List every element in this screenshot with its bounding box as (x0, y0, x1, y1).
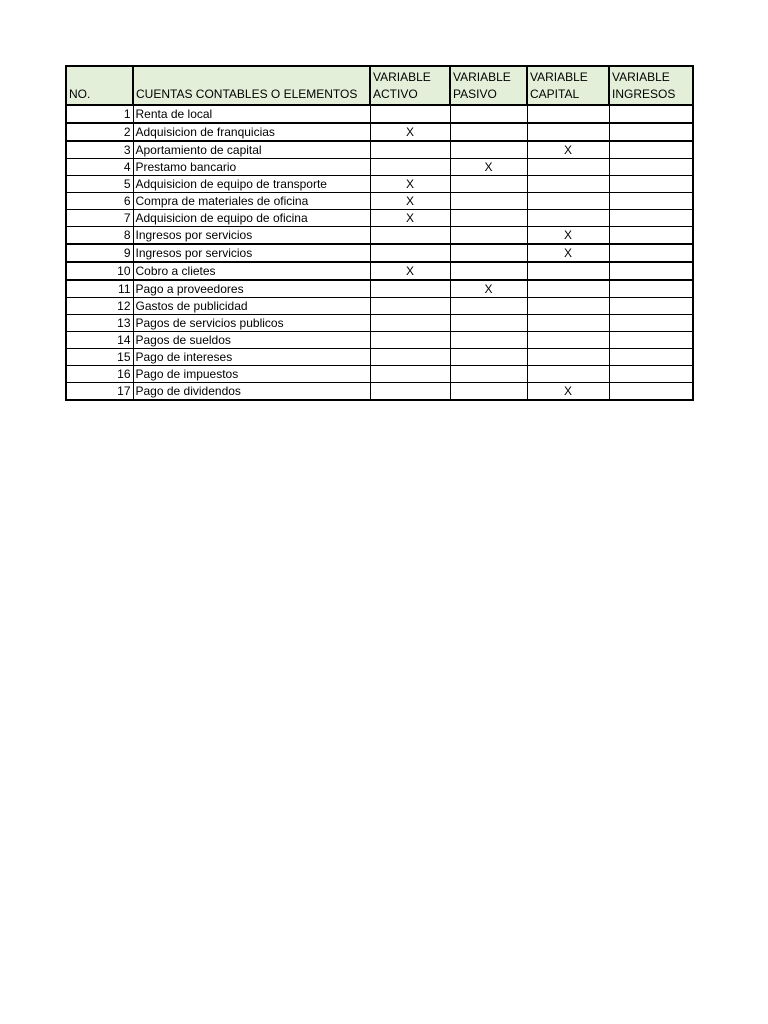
cell-activo[interactable] (370, 244, 450, 262)
cell-capital[interactable]: X (527, 244, 609, 262)
cell-ingresos[interactable] (609, 383, 693, 401)
cell-no[interactable]: 4 (66, 159, 133, 176)
cell-activo[interactable] (370, 280, 450, 298)
table-row (66, 298, 693, 315)
table-row (66, 227, 693, 245)
cell-pasivo[interactable] (450, 366, 527, 383)
cell-ingresos[interactable] (609, 298, 693, 315)
table-row (66, 105, 693, 123)
cell-capital[interactable] (527, 210, 609, 227)
table-row (66, 366, 693, 383)
cell-no[interactable]: 2 (66, 123, 133, 141)
cell-no[interactable]: 8 (66, 227, 133, 245)
table-row (66, 349, 693, 366)
cell-cuenta[interactable]: Adquisicion de equipo de transporte (133, 176, 370, 193)
cell-no[interactable]: 11 (66, 280, 133, 298)
cell-no[interactable]: 17 (66, 383, 133, 401)
cell-no[interactable]: 15 (66, 349, 133, 366)
cell-cuenta[interactable]: Adquisicion de equipo de oficina (133, 210, 370, 227)
table-row (66, 383, 693, 401)
cell-activo[interactable] (370, 349, 450, 366)
cell-cuenta[interactable]: Cobro a clietes (133, 262, 370, 280)
cell-ingresos[interactable] (609, 159, 693, 176)
table-header (66, 66, 693, 105)
cell-cuenta[interactable]: Pago de intereses (133, 349, 370, 366)
cell-pasivo[interactable]: X (450, 159, 527, 176)
cell-pasivo[interactable] (450, 176, 527, 193)
cell-pasivo[interactable] (450, 315, 527, 332)
cell-cuenta[interactable]: Pagos de sueldos (133, 332, 370, 349)
cell-cuenta[interactable]: Pago de impuestos (133, 366, 370, 383)
cell-no[interactable]: 12 (66, 298, 133, 315)
header-no[interactable]: NO. (66, 66, 133, 105)
cell-ingresos[interactable] (609, 332, 693, 349)
cell-ingresos[interactable] (609, 105, 693, 123)
table-row (66, 159, 693, 176)
cell-capital[interactable] (527, 123, 609, 141)
cell-capital[interactable] (527, 176, 609, 193)
cell-pasivo[interactable] (450, 349, 527, 366)
cell-activo[interactable] (370, 298, 450, 315)
table-row (66, 280, 693, 298)
header-pasivo[interactable]: VARIABLE PASIVO (450, 66, 527, 105)
cell-capital[interactable] (527, 366, 609, 383)
cell-no[interactable]: 6 (66, 193, 133, 210)
cell-ingresos[interactable] (609, 244, 693, 262)
cell-activo[interactable]: X (370, 123, 450, 141)
cell-capital[interactable]: X (527, 227, 609, 245)
table-row (66, 332, 693, 349)
cell-cuenta[interactable]: Ingresos por servicios (133, 244, 370, 262)
cell-pasivo[interactable] (450, 141, 527, 159)
cell-ingresos[interactable] (609, 210, 693, 227)
cell-capital[interactable]: X (527, 383, 609, 401)
table-row (66, 315, 693, 332)
cell-no[interactable]: 3 (66, 141, 133, 159)
cell-cuenta[interactable]: Ingresos por servicios (133, 227, 370, 245)
cell-pasivo[interactable] (450, 244, 527, 262)
cell-cuenta[interactable]: Pagos de servicios publicos (133, 315, 370, 332)
cell-ingresos[interactable] (609, 262, 693, 280)
cell-no[interactable]: 16 (66, 366, 133, 383)
table-row (66, 210, 693, 227)
cell-pasivo[interactable] (450, 262, 527, 280)
cell-activo[interactable] (370, 383, 450, 401)
cell-activo[interactable] (370, 332, 450, 349)
cell-cuenta[interactable]: Renta de local (133, 105, 370, 123)
cell-ingresos[interactable] (609, 193, 693, 210)
cell-ingresos[interactable] (609, 280, 693, 298)
cell-activo[interactable]: X (370, 262, 450, 280)
cell-pasivo[interactable] (450, 227, 527, 245)
cell-capital[interactable] (527, 349, 609, 366)
cell-activo[interactable] (370, 141, 450, 159)
cell-ingresos[interactable] (609, 315, 693, 332)
table-row (66, 262, 693, 280)
table-row (66, 176, 693, 193)
cell-no[interactable]: 7 (66, 210, 133, 227)
cell-capital[interactable] (527, 105, 609, 123)
cell-activo[interactable] (370, 315, 450, 332)
header-cuenta[interactable]: CUENTAS CONTABLES O ELEMENTOS (133, 66, 370, 105)
cell-ingresos[interactable] (609, 176, 693, 193)
cell-no[interactable]: 14 (66, 332, 133, 349)
cell-pasivo[interactable] (450, 210, 527, 227)
cell-activo[interactable] (370, 159, 450, 176)
cell-activo[interactable]: X (370, 193, 450, 210)
cell-pasivo[interactable]: X (450, 280, 527, 298)
table-body (66, 105, 693, 400)
table-row (66, 123, 693, 141)
cell-ingresos[interactable] (609, 349, 693, 366)
table-row (66, 141, 693, 159)
cell-capital[interactable] (527, 159, 609, 176)
cell-cuenta[interactable]: Aportamiento de capital (133, 141, 370, 159)
cell-no[interactable]: 10 (66, 262, 133, 280)
cell-pasivo[interactable] (450, 105, 527, 123)
cell-activo[interactable]: X (370, 176, 450, 193)
cell-cuenta[interactable]: Pago a proveedores (133, 280, 370, 298)
cell-ingresos[interactable] (609, 366, 693, 383)
cell-capital[interactable]: X (527, 141, 609, 159)
cell-pasivo[interactable] (450, 332, 527, 349)
cell-pasivo[interactable] (450, 123, 527, 141)
cell-capital[interactable] (527, 262, 609, 280)
cell-cuenta[interactable]: Compra de materiales de oficina (133, 193, 370, 210)
cell-ingresos[interactable] (609, 141, 693, 159)
cell-capital[interactable] (527, 298, 609, 315)
accounts-table (65, 65, 694, 401)
cell-activo[interactable] (370, 105, 450, 123)
header-capital[interactable]: VARIABLE CAPITAL (527, 66, 609, 105)
cell-capital[interactable] (527, 280, 609, 298)
cell-no[interactable]: 1 (66, 105, 133, 123)
cell-ingresos[interactable] (609, 123, 693, 141)
cell-pasivo[interactable] (450, 383, 527, 401)
cell-no[interactable]: 9 (66, 244, 133, 262)
cell-activo[interactable]: X (370, 210, 450, 227)
cell-cuenta[interactable]: Gastos de publicidad (133, 298, 370, 315)
cell-cuenta[interactable]: Pago de dividendos (133, 383, 370, 401)
cell-ingresos[interactable] (609, 227, 693, 245)
cell-activo[interactable] (370, 227, 450, 245)
cell-activo[interactable] (370, 366, 450, 383)
cell-no[interactable]: 5 (66, 176, 133, 193)
table-row (66, 193, 693, 210)
header-ingresos[interactable]: VARIABLE INGRESOS (609, 66, 693, 105)
cell-capital[interactable] (527, 193, 609, 210)
cell-capital[interactable] (527, 332, 609, 349)
cell-pasivo[interactable] (450, 193, 527, 210)
cell-pasivo[interactable] (450, 298, 527, 315)
header-activo[interactable]: VARIABLE ACTIVO (370, 66, 450, 105)
header-row (66, 66, 693, 105)
cell-capital[interactable] (527, 315, 609, 332)
cell-cuenta[interactable]: Adquisicion de franquicias (133, 123, 370, 141)
cell-no[interactable]: 13 (66, 315, 133, 332)
table-row (66, 244, 693, 262)
cell-cuenta[interactable]: Prestamo bancario (133, 159, 370, 176)
